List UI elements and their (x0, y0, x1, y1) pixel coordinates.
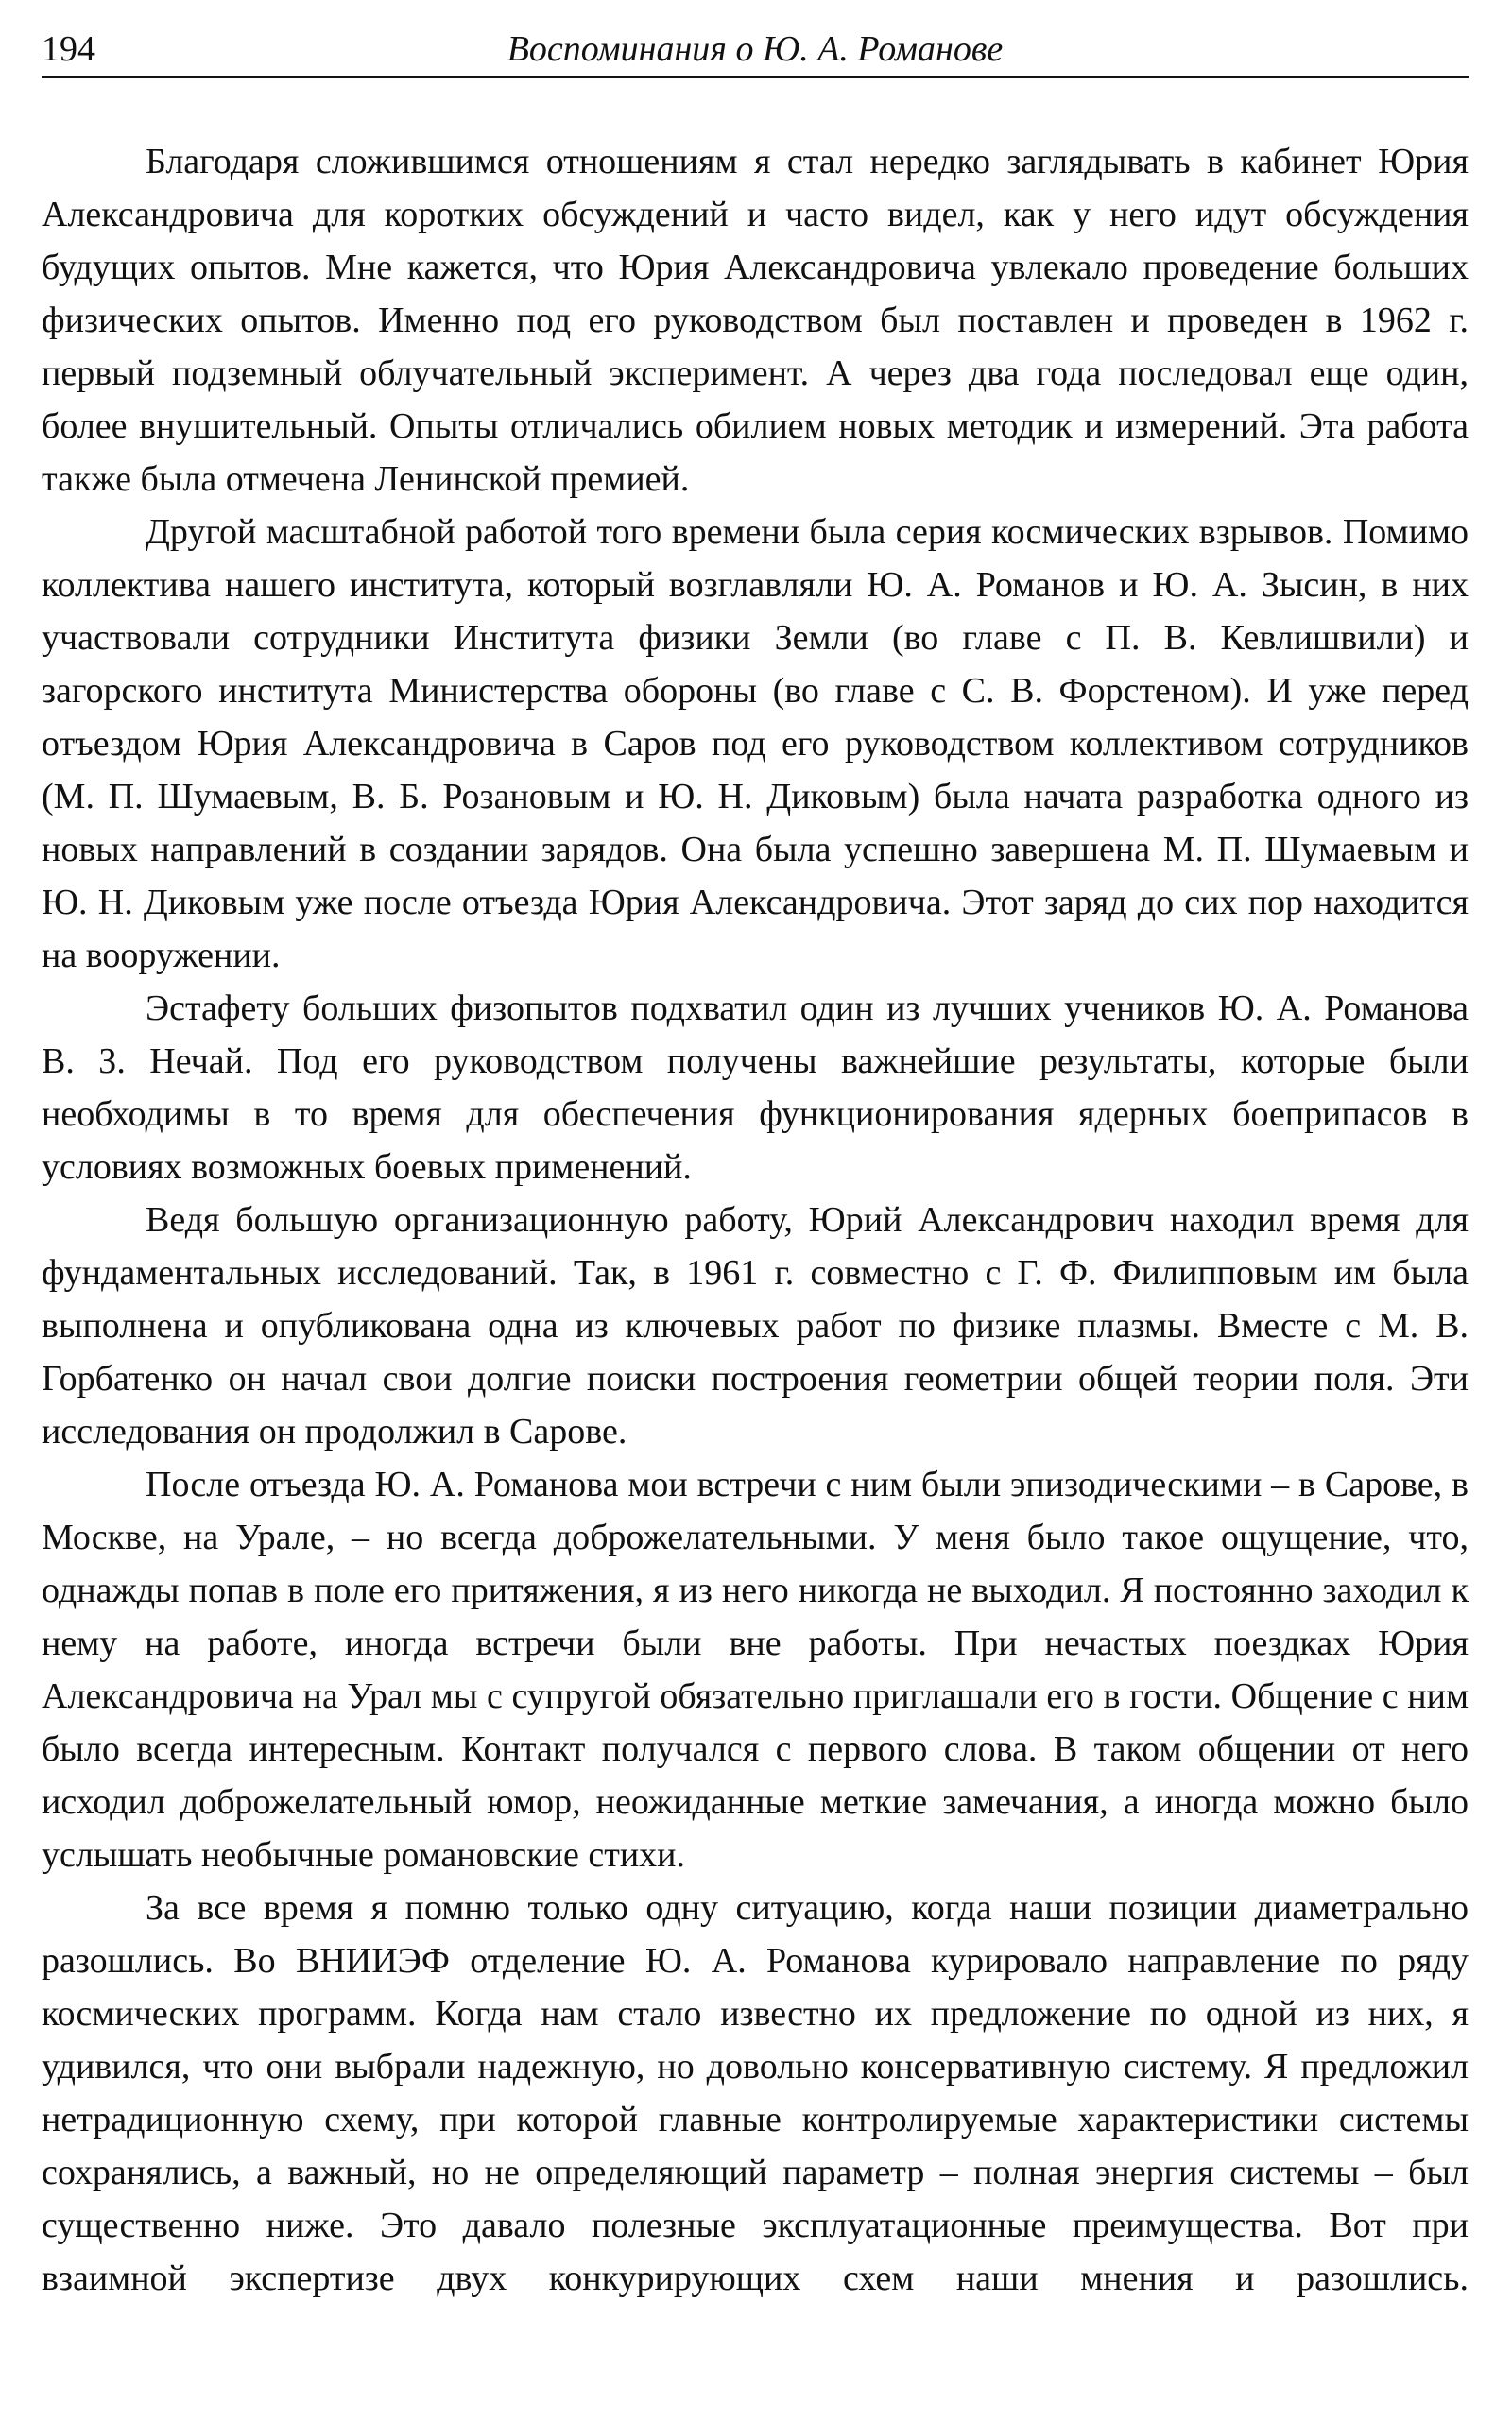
paragraph-3: Эстафету больших физопытов подхватил один из лучших учеников Ю. А. Романова В. З. Нечай. Под его руководством получены важнейшие результаты, которые были необходимы в то время для обеспечения функционирования ядерных боеприпасов в условиях возможных боевых применений. (42, 988, 1469, 1187)
page-number: 194 (42, 29, 95, 69)
page-body (42, 135, 1469, 2305)
book-page (42, 25, 1469, 2305)
paragraph-1: Благодаря сложившимся отношениям я стал нередко заглядывать в кабинет Юрия Александровича для коротких обсуждений и часто видел, как у него идут обсуждения будущих опытов. Мне кажется, что Юрия Александровича увлекало проведение больших физических опытов. Именно под его руководством был поставлен и проведен в 1962 г. первый подземный облучательный эксперимент. А через два года последовал еще один, более внушительный. Опыты отличались обилием новых методик и измерений. Эта работа также была отмечена Ленинской премией. (42, 142, 1469, 499)
paragraph-2: Другой масштабной работой того времени была серия космических взрывов. Помимо коллектива нашего института, который возглавляли Ю. А. Романов и Ю. А. Зысин, в них участвовали сотрудники Института физики Земли (во главе с П. В. Кевлишвили) и загорского института Министерства обороны (во главе с С. В. Форстеном). И уже перед отъездом Юрия Александровича в Саров под его руководством коллективом сотрудников (М. П. Шумаевым, В. Б. Розановым и Ю. Н. Диковым) была начата разработка одного из новых направлений в создании зарядов. Она была успешно завершена М. П. Шумаевым и Ю. Н. Диковым уже после отъезда Юрия Александровича. Этот заряд до сих пор находится на вооружении. (42, 512, 1469, 975)
paragraph-4: Ведя большую организационную работу, Юрий Александрович находил время для фундаментальных исследований. Так, в 1961 г. совместно с Г. Ф. Филипповым им была выполнена и опубликована одна из ключевых работ по физике плазмы. Вместе с М. В. Горбатенко он начал свои долгие поиски построения геометрии общей теории поля. Эти исследования он продолжил в Сарове. (42, 1200, 1469, 1451)
page-header (42, 25, 1469, 78)
paragraph-6: За все время я помню только одну ситуацию, когда наши позиции диаметрально разошлись. Во ВНИИЭФ отделение Ю. А. Романова курировало направление по ряду космических программ. Когда нам стало известно их предложение по одной из них, я удивился, что они выбрали надежную, но довольно консервативную систему. Я предложил нетрадиционную схему, при которой главные контролируемые характеристики системы сохранялись, а важный, но не определяющий параметр – полная энергия системы – был существенно ниже. Это давало полезные эксплуатационные преимущества. Вот при взаимной экспертизе двух конкурирующих схем наши мнения и разошлись. (42, 1888, 1469, 2298)
running-title: Воспоминания о Ю. А. Романове (507, 29, 1004, 69)
paragraph-5: После отъезда Ю. А. Романова мои встречи с ним были эпизодическими – в Сарове, в Москве, на Урале, – но всегда доброжелательными. У меня было такое ощущение, что, однажды попав в поле его притяжения, я из него никогда не выходил. Я постоянно заходил к нему на работе, иногда встречи были вне работы. При нечастых поездках Юрия Александровича на Урал мы с супругой обязательно приглашали его в гости. Общение с ним было всегда интересным. Контакт получался с первого слова. В таком общении от него исходил доброжелательный юмор, неожиданные меткие замечания, а иногда можно было услышать необычные романовские стихи. (42, 1465, 1469, 1875)
